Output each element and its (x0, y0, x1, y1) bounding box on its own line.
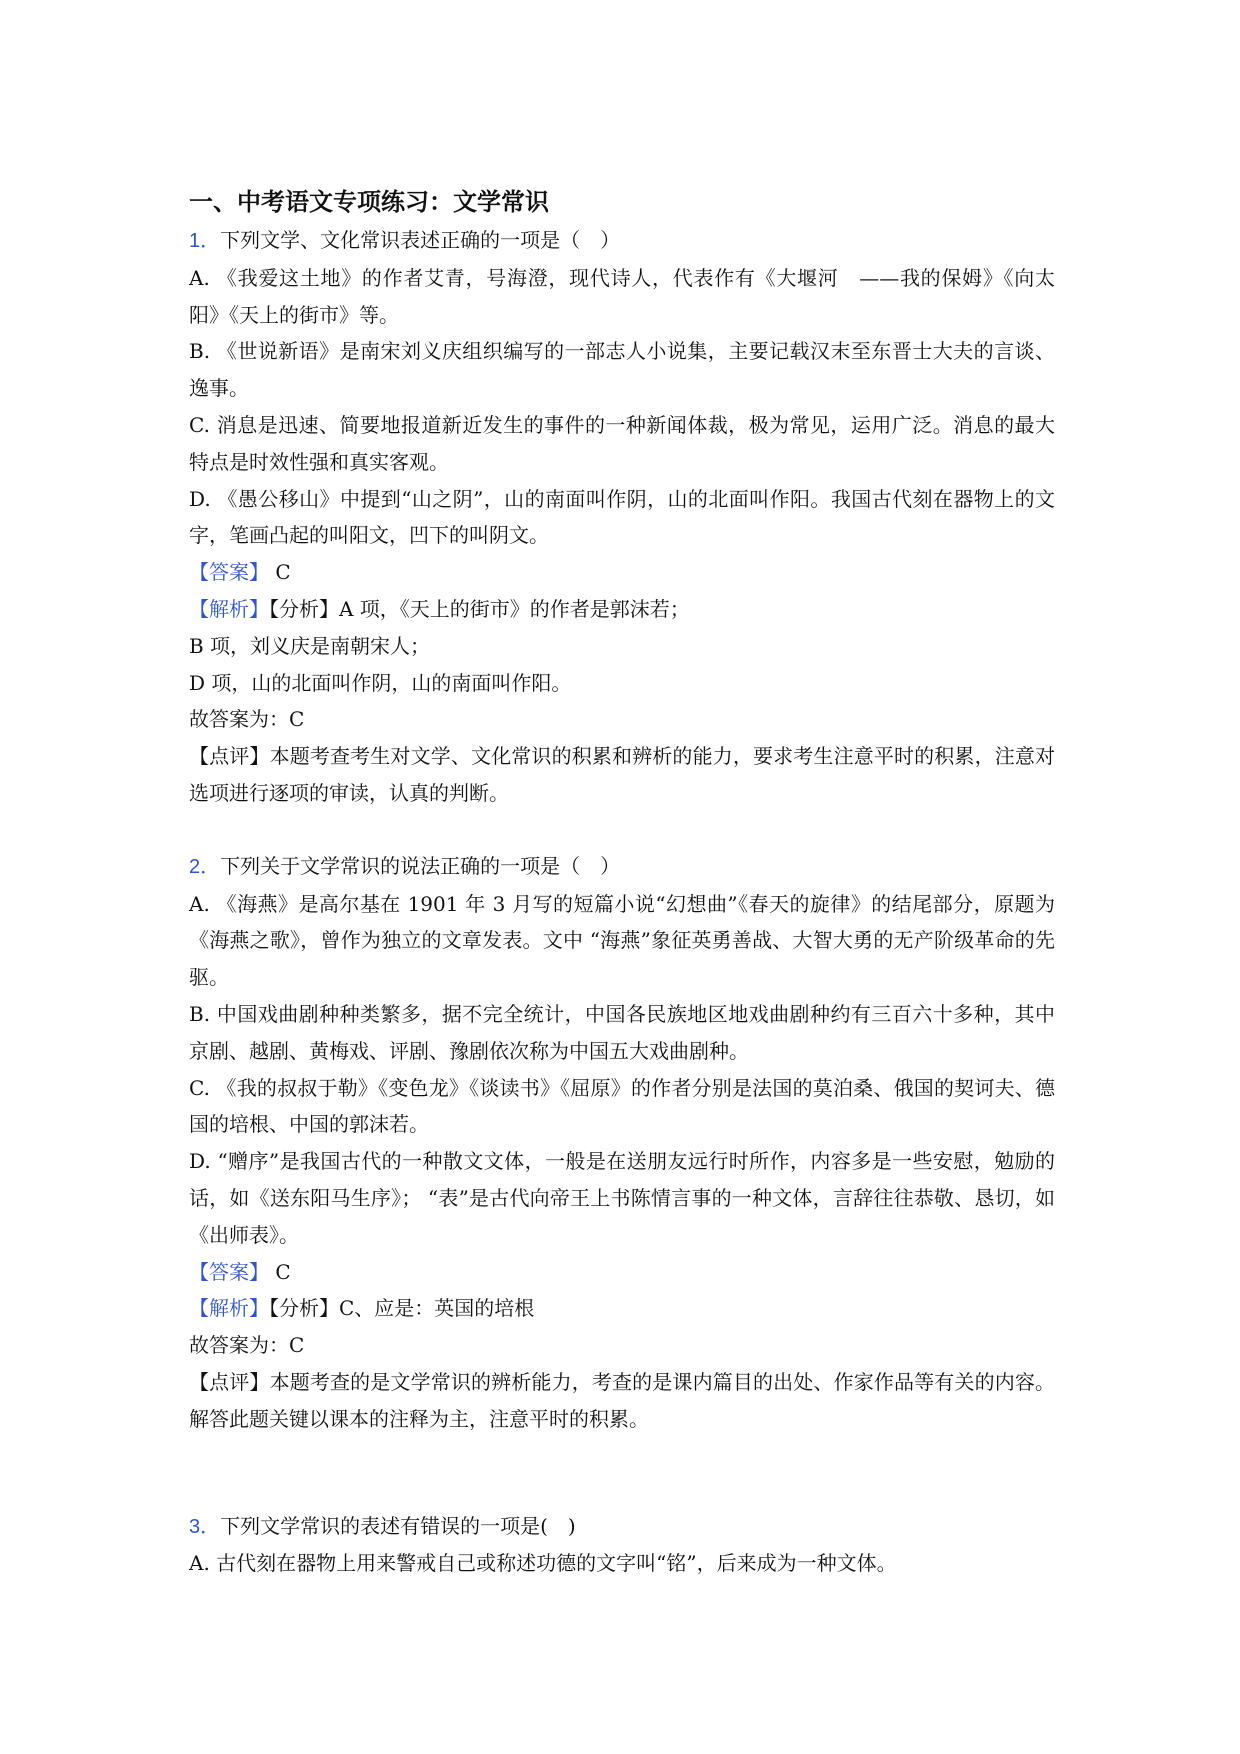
question-1 (189, 222, 1055, 812)
question-3 (189, 1508, 1055, 1583)
question-stem-text: 下列关于文学常识的说法正确的一项是（ ） (220, 853, 621, 878)
analysis-line: B 项，刘义庆是南朝宋人； (189, 633, 431, 658)
answer-line (189, 1254, 1055, 1291)
question-stem (189, 848, 1055, 886)
option-b: B. 《世说新语》是南宋刘义庆组织编写的一部志人小说集，主要记载汉末至东晋士大夫的言谈、逸事。 (189, 339, 1055, 401)
answer-line (189, 554, 1055, 591)
option-d: D. “赠序”是我国古代的一种散文文体，一般是在送朋友远行时所作，内容多是一些安慰，勉励的话，如《送东阳马生序》； “表”是古代向帝王上书陈情言事的一种文体，言辞往往恭敬、恳切，如《出师表》。 (189, 1149, 1055, 1247)
answer-value: C (269, 1259, 291, 1284)
question-stem-text: 下列文学常识的表述有错误的一项是( ) (220, 1513, 576, 1538)
option-c: C. 消息是迅速、简要地报道新近发生的事件的一种新闻体裁，极为常见，运用广泛。消息的最大特点是时效性强和真实客观。 (189, 412, 1055, 474)
conclusion-line: 故答案为：C (189, 707, 305, 732)
analysis-text: 【分析】A 项，《天上的街市》的作者是郭沫若； (269, 596, 690, 621)
comment: 【点评】本题考查的是文学常识的辨析能力，考查的是课内篇目的出处、作家作品等有关的内容。解答此题关键以课本的注释为主，注意平时的积累。 (189, 1369, 1055, 1431)
option-c: C. 《我的叔叔于勒》《变色龙》《谈读书》《屈原》的作者分别是法国的莫泊桑、俄国的契诃夫、德国的培根、中国的郭沫若。 (189, 1075, 1055, 1137)
question-number: 1． (189, 230, 221, 252)
analysis-line (189, 1290, 1055, 1327)
question-stem (189, 1508, 1055, 1546)
question-number: 2． (189, 855, 221, 878)
conclusion-line: 故答案为：C (189, 1333, 305, 1358)
analysis-tag: 【解析】 (189, 596, 269, 621)
question-stem (189, 222, 1055, 260)
comment: 【点评】本题考查考生对文学、文化常识的积累和辨析的能力，要求考生注意平时的积累，注意对选项进行逐项的审读，认真的判断。 (189, 744, 1055, 805)
analysis-text: 【分析】C、应是：英国的培根 (269, 1296, 535, 1321)
question-2 (189, 848, 1055, 1438)
answer-tag: 【答案】 (189, 560, 269, 585)
question-stem-text: 下列文学、文化常识表述正确的一项是（ ） (220, 228, 621, 252)
section-title: 一、中考语文专项练习：文学常识 (189, 188, 549, 216)
spacer (189, 1438, 1055, 1508)
option-a: A. 古代刻在器物上用来警戒自己或称述功德的文字叫“铭”，后来成为一种文体。 (189, 1551, 897, 1576)
option-b: B. 中国戏曲剧种种类繁多，据不完全统计，中国各民族地区地戏曲剧种约有三百六十多种，其中京剧、越剧、黄梅戏、评剧、豫剧依次称为中国五大戏曲剧种。 (189, 1001, 1055, 1063)
option-a: A. 《我爱这土地》的作者艾青，号海澄，现代诗人，代表作有《大堰河 ——我的保姆》《向太阳》《天上的街市》等。 (189, 265, 1055, 327)
spacer (189, 812, 1055, 848)
analysis-line: D 项，山的北面叫作阴，山的南面叫作阳。 (189, 670, 572, 695)
content-area (189, 184, 1055, 1582)
analysis-line (189, 591, 1055, 628)
option-a: A. 《海燕》是高尔基在 1901 年 3 月写的短篇小说“幻想曲”《春天的旋律》的结尾部分，原题为《海燕之歌》，曾作为独立的文章发表。文中 “海燕”象征英勇善战、大智大勇的无产阶级革命的先驱。 (189, 891, 1055, 990)
option-d: D. 《愚公移山》中提到“山之阴”，山的南面叫作阴，山的北面叫作阳。我国古代刻在器物上的文字，笔画凸起的叫阳文，凹下的叫阴文。 (189, 486, 1055, 548)
answer-value: C (269, 560, 291, 585)
analysis-tag: 【解析】 (189, 1296, 269, 1321)
answer-tag: 【答案】 (189, 1259, 269, 1284)
question-number: 3． (189, 1515, 221, 1538)
